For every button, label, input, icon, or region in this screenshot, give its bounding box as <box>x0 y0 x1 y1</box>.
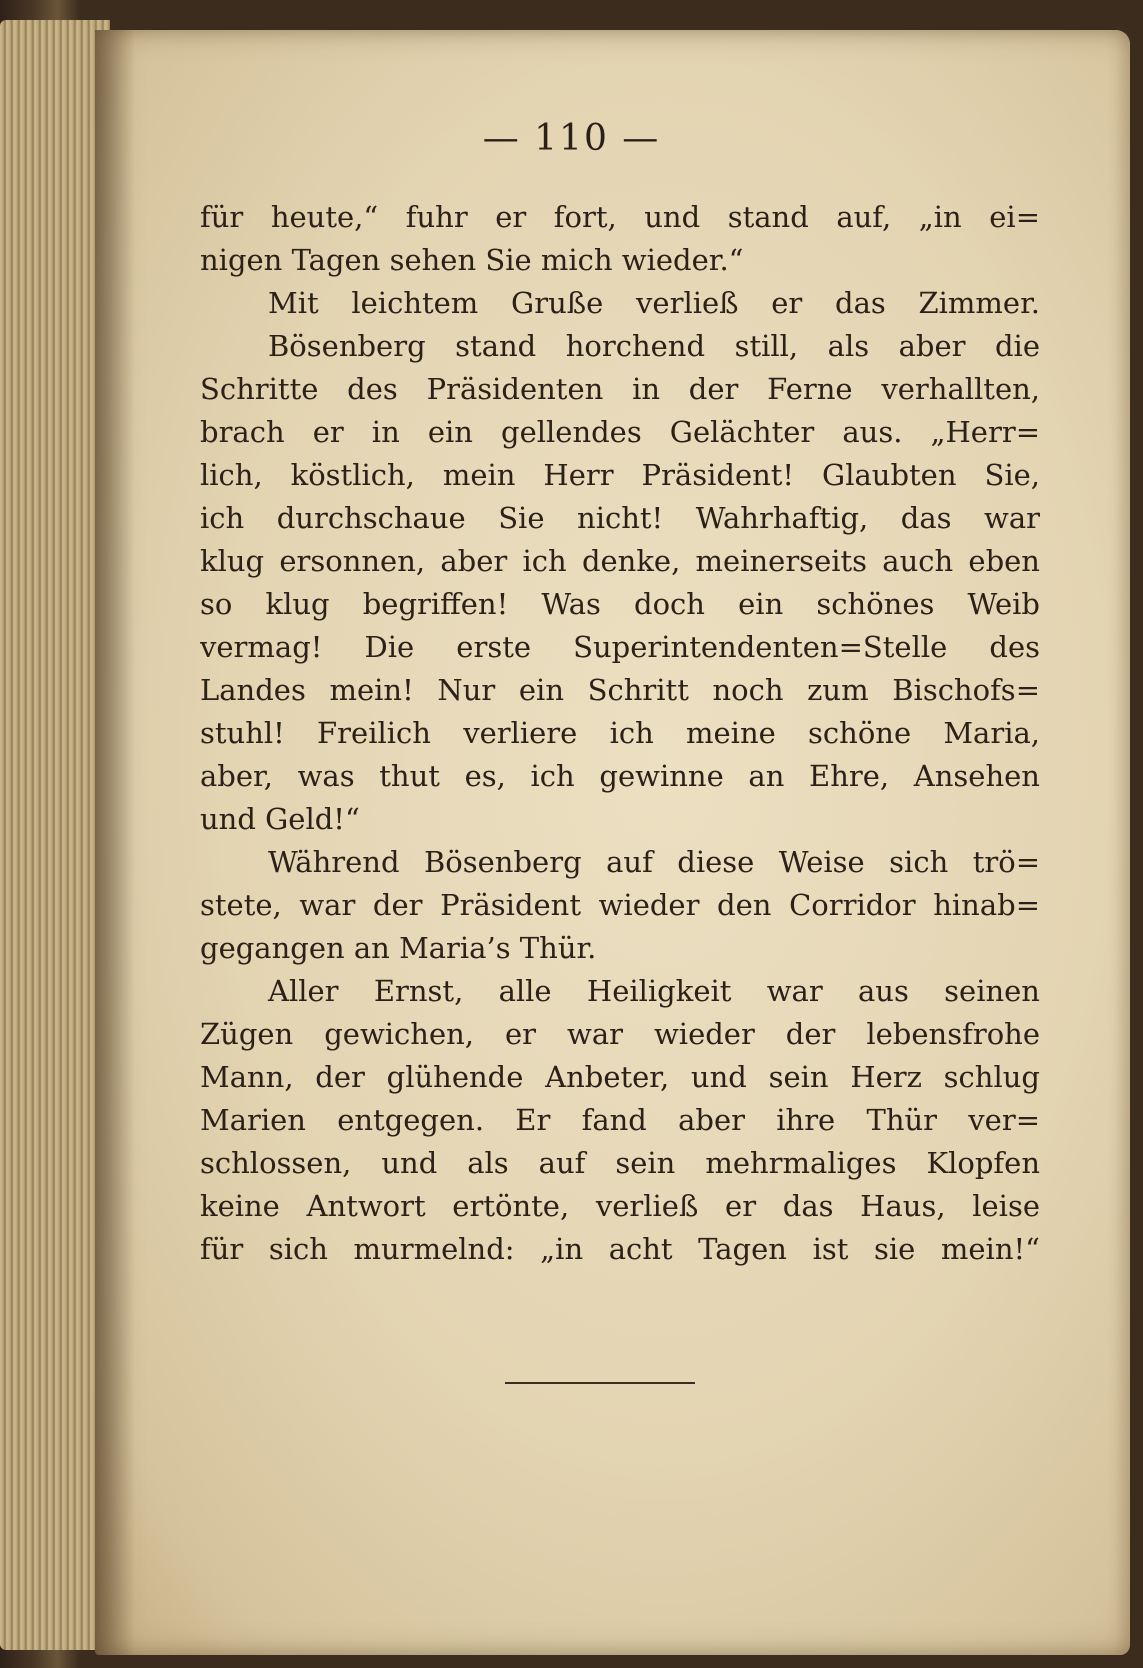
text-line: Mit leichtem Gruße verließ er das Zimmer. <box>268 286 1040 320</box>
text-line: vermag! Die erste Superintendenten=Stelle des <box>200 630 1040 664</box>
text-line: gegangen an Maria’s Thür. <box>200 931 597 965</box>
end-rule <box>505 1382 695 1384</box>
text-line: so klug begriffen! Was doch ein schönes Weib <box>200 587 1040 621</box>
text-line: Landes mein! Nur ein Schritt noch zum Bischofs= <box>200 673 1040 707</box>
text-line: für heute,“ fuhr er fort, und stand auf, „in ei= <box>200 200 1040 234</box>
text-line: Bösenberg stand horchend still, als aber die <box>268 329 1040 363</box>
text-line: stete, war der Präsident wieder den Corridor hinab= <box>200 888 1040 922</box>
text-line: und Geld!“ <box>200 802 360 836</box>
spine-shadow <box>95 30 135 1655</box>
text-line: für sich murmelnd: „in acht Tagen ist sie mein!“ <box>200 1232 1040 1266</box>
text-line: Marien entgegen. Er fand aber ihre Thür ver= <box>200 1103 1040 1137</box>
text-line: lich, köstlich, mein Herr Präsident! Glaubten Sie, <box>200 458 1040 492</box>
text-line: Aller Ernst, alle Heiligkeit war aus seinen <box>268 974 1040 1008</box>
page-edges <box>0 20 110 1650</box>
text-line: ich durchschaue Sie nicht! Wahrhaftig, das war <box>200 501 1040 535</box>
text-line: Mann, der glühende Anbeter, und sein Herz schlug <box>200 1060 1040 1094</box>
text-line: keine Antwort ertönte, verließ er das Haus, leise <box>200 1189 1040 1223</box>
text-line: aber, was thut es, ich gewinne an Ehre, Ansehen <box>200 759 1040 793</box>
body-text <box>200 196 1040 1271</box>
text-line: Schritte des Präsidenten in der Ferne verhallten, <box>200 372 1040 406</box>
text-line: klug ersonnen, aber ich denke, meinerseits auch eben <box>200 544 1040 578</box>
text-line: brach er in ein gellendes Gelächter aus. „Herr= <box>200 415 1040 449</box>
text-line: stuhl! Freilich verliere ich meine schöne Maria, <box>200 716 1040 750</box>
text-line: nigen Tagen sehen Sie mich wieder.“ <box>200 243 744 277</box>
page-number: — 110 — <box>482 118 661 159</box>
text-line: Während Bösenberg auf diese Weise sich trö= <box>268 845 1040 879</box>
text-line: Zügen gewichen, er war wieder der lebensfrohe <box>200 1017 1040 1051</box>
text-line: schlossen, und als auf sein mehrmaliges Klopfen <box>200 1146 1040 1180</box>
